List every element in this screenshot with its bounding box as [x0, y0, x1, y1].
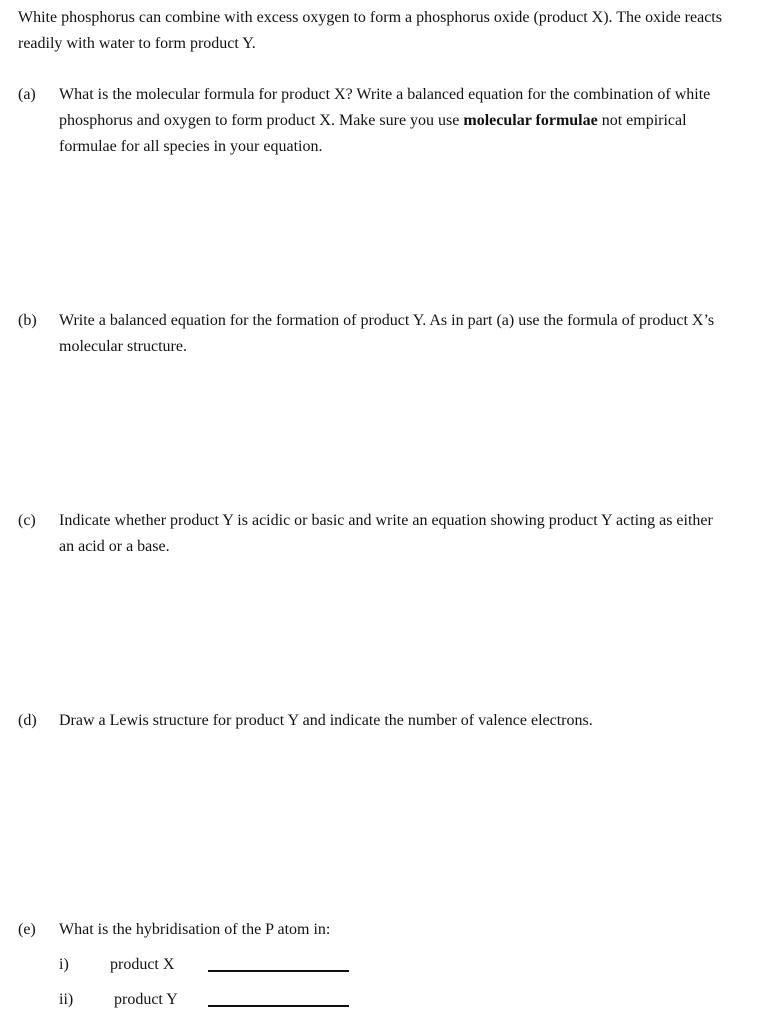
sub-item-i	[59, 952, 359, 978]
question-a-text-start: What is the molecular formula for product X? Write a balanced equation for the combination of white phosphorus and oxygen to form product X. Make sure you use	[59, 86, 711, 129]
question-a-bold-text: molecular formulae	[463, 112, 598, 129]
answer-blank-ii[interactable]	[208, 1005, 349, 1007]
intro-paragraph: White phosphorus can combine with excess oxygen to form a phosphorus oxide (product X). The oxide reacts readily with water to form product Y.	[18, 9, 722, 52]
answer-blank-i[interactable]	[208, 970, 349, 972]
question-a-text	[59, 82, 729, 160]
sub-item-ii	[59, 987, 359, 1013]
question-b-text: Write a balanced equation for the formation of product Y. As in part (a) use the formula of product X’s molecular structure.	[59, 312, 715, 355]
question-d-text: Draw a Lewis structure for product Y and indicate the number of valence electrons.	[59, 712, 593, 729]
question-e-text: What is the hybridisation of the P atom in:	[59, 921, 331, 938]
sub-item-i-number: i)	[59, 956, 69, 973]
question-a-text-end: not empirical formulae for all species in your equation.	[59, 112, 687, 155]
question-a-label: (a)	[18, 86, 36, 103]
sub-item-ii-label: product Y	[114, 991, 178, 1008]
question-d-label: (d)	[18, 712, 37, 729]
question-b-label: (b)	[18, 312, 37, 329]
sub-item-i-label: product X	[110, 956, 175, 973]
sub-item-ii-number: ii)	[59, 991, 74, 1008]
question-c-label: (c)	[18, 512, 36, 529]
question-c-text: Indicate whether product Y is acidic or basic and write an equation showing product Y acting as either an acid or a base.	[59, 512, 713, 555]
question-e-label: (e)	[18, 921, 36, 938]
